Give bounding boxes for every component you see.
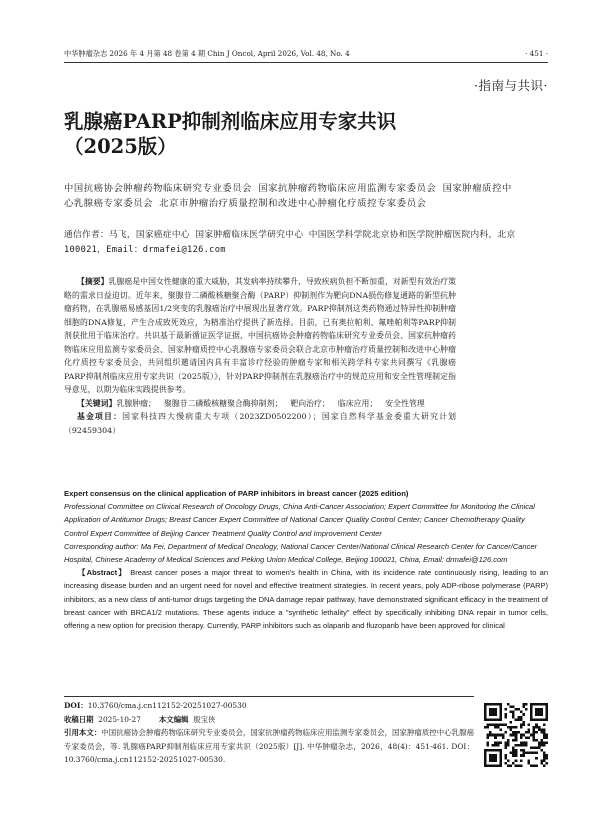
corresponding-author: 通信作者：马飞，国家癌症中心 国家肿瘤临床医学研究中心 中国医学科学院北京协和医学院肿瘤医院内科，北京 100021，Email：drmafei@126.com xyxy=(64,230,516,255)
citation xyxy=(64,726,474,767)
article-title: 乳腺癌PARP抑制剂临床应用专家共识 xyxy=(64,110,397,133)
english-abstract-text: Breast cancer poses a major threat to women's health in China, with its incidence rate continuously rising, leading to an increasing disease burden and an urgent need for novel and effective treatment strategies. In recent years, poly ADP-ribose polymerase (PARP) inhibitors, as a new class of anti-tumor drugs targeting the DNA damage repair pathway, have demonstrated significant efficacy in the treatment of breast cancer with BRCA1/2 mutations. These agents induce a "synthetic lethality" effect by specifically inhibiting DNA repair in tumor cells, offering a new option for precision therapy. Currently, PARP inhibitors such as olaparib and fluzoparib have been approved for clinical xyxy=(64,568,548,631)
editor-label: 本文编辑 xyxy=(158,714,189,724)
keywords-line xyxy=(64,397,456,411)
doi-line xyxy=(64,699,474,713)
page-number: · 451 · xyxy=(525,49,548,58)
english-section xyxy=(64,487,548,632)
running-header xyxy=(64,49,548,61)
article-footer xyxy=(64,699,474,767)
citation-label: 引用本文： xyxy=(64,728,102,738)
english-abstract xyxy=(64,566,548,632)
received-label: 收稿日期 xyxy=(64,714,94,724)
doi-label: DOI： xyxy=(64,701,88,710)
keyword: 聚腺苷二磷酸核糖聚合酶抑制剂； xyxy=(163,398,283,408)
column-label: ·指南与共识· xyxy=(474,78,548,93)
english-corresponding-author: Corresponding author: Ma Fei, Department of Medical Oncology, National Cancer Center/National Clinical Research Center for Cancer/Cancer Hospital, Chinese Academy of Medical Sciences and Peking Union Medical College, Beijing 100021, China, Email: drmafei@126.com xyxy=(64,541,537,565)
footer-rule xyxy=(64,696,474,697)
english-committees: Professional Committee on Clinical Research of Oncology Drugs, China Anti-Cancer Association; Expert Committee for Monitoring the Clinical Application of Antitumor Drugs; Breast Cancer Expert Committee of National Cancer Quality Control Center; Cancer Chemotherapy Quality Control Expert Committee of Beijing Cancer Treatment Quality Control and Improvement Center xyxy=(64,502,535,538)
abstract-text: 乳腺癌是中国女性健康的重大威胁，其发病率持续攀升，导致疾病负担不断加重，对新型有效治疗策略的需求日益迫切。近年来，聚腺苷二磷酸核糖聚合酶（PARP）抑制剂作为靶向DNA损伤修复通路的新型抗肿瘤药物，在乳腺癌易感基因1/2突变的乳腺癌治疗中展现出显著疗效。PARP抑制剂这类药物通过特异性抑制肿瘤细胞的DNA修复，产生合成致死效应，为精准治疗提供了新选择。目前，已有奥拉帕利、氟唑帕利等PARP抑制剂获批用于临床治疗。共识基于最新循证医学证据，中国抗癌协会肿瘤药物临床研究专业委员会、国家抗肿瘤药物临床应用监测专家委员会、国家肿瘤质控中心乳腺癌专家委员会联合北京市肿瘤治疗质量控制和改进中心肿瘤化疗质控专家委员会，共同组织邀请国内具有丰富诊疗经验的肿瘤专家和相关跨学科专家共同撰写《乳腺癌PARP抑制剂临床应用专家共识（2025版）》，针对PARP抑制剂在乳腺癌治疗中的规范应用和安全性管理制定指导意见，以期为临床实践提供参考。 xyxy=(64,277,457,394)
doi-value: 10.3760/cma.j.cn112152-20251027-00530 xyxy=(87,701,247,710)
article-subtitle: （2025版） xyxy=(64,135,177,158)
abstract-paragraph xyxy=(64,275,456,397)
keyword: 靶向治疗； xyxy=(290,398,330,408)
keywords-label: 【关键词】 xyxy=(77,398,117,408)
dates-line xyxy=(64,713,474,727)
abstract-label: 【摘要】 xyxy=(77,277,109,286)
author-committees: 中国抗癌协会肿瘤药物临床研究专业委员会 国家抗肿瘤药物临床应用监测专家委员会 国家肿瘤质控中心乳腺癌专家委员会 北京市肿瘤治疗质量控制和改进中心肿瘤化疗质控专家委员会 xyxy=(64,183,512,209)
english-title: Expert consensus on the clinical application of PARP inhibitors in breast cancer (2025 edition) xyxy=(64,489,409,498)
funding-label: 基金项目： xyxy=(77,412,123,421)
header-rule xyxy=(64,62,548,63)
qr-code[interactable] xyxy=(484,703,548,767)
english-abstract-label: 【Abstract】 xyxy=(78,568,127,578)
journal-info: 中华肿瘤杂志 2026 年 4 月第 48 卷第 4 期 Chin J Oncol, April 2026, Vol. 48, No. 4 xyxy=(64,49,350,58)
funding-text: 国家科技四大慢病重大专项（2023ZD0502200）；国家自然科学基金委重大研究计划（92459304） xyxy=(64,412,457,435)
keyword: 乳腺肿瘤； xyxy=(116,398,156,408)
keyword: 临床应用； xyxy=(337,398,378,408)
citation-text: 中国抗癌协会肿瘤药物临床研究专业委员会，国家抗肿瘤药物临床应用监测专家委员会，国家肿瘤质控中心乳腺癌专家委员会，等. 乳腺癌PARP抑制剂临床应用专家共识（2025版）[J]. 中华肿瘤杂志，2026，48(4)：451-461. DOI：10.3760/cma.j.cn112152-20251027-00530. xyxy=(64,728,474,765)
keyword: 安全性管理 xyxy=(385,398,425,408)
received-date: 2025-10-27 xyxy=(98,714,141,724)
editor-name: 殷宝侠 xyxy=(193,714,216,724)
chinese-abstract xyxy=(64,275,456,437)
funding-line xyxy=(64,410,456,437)
